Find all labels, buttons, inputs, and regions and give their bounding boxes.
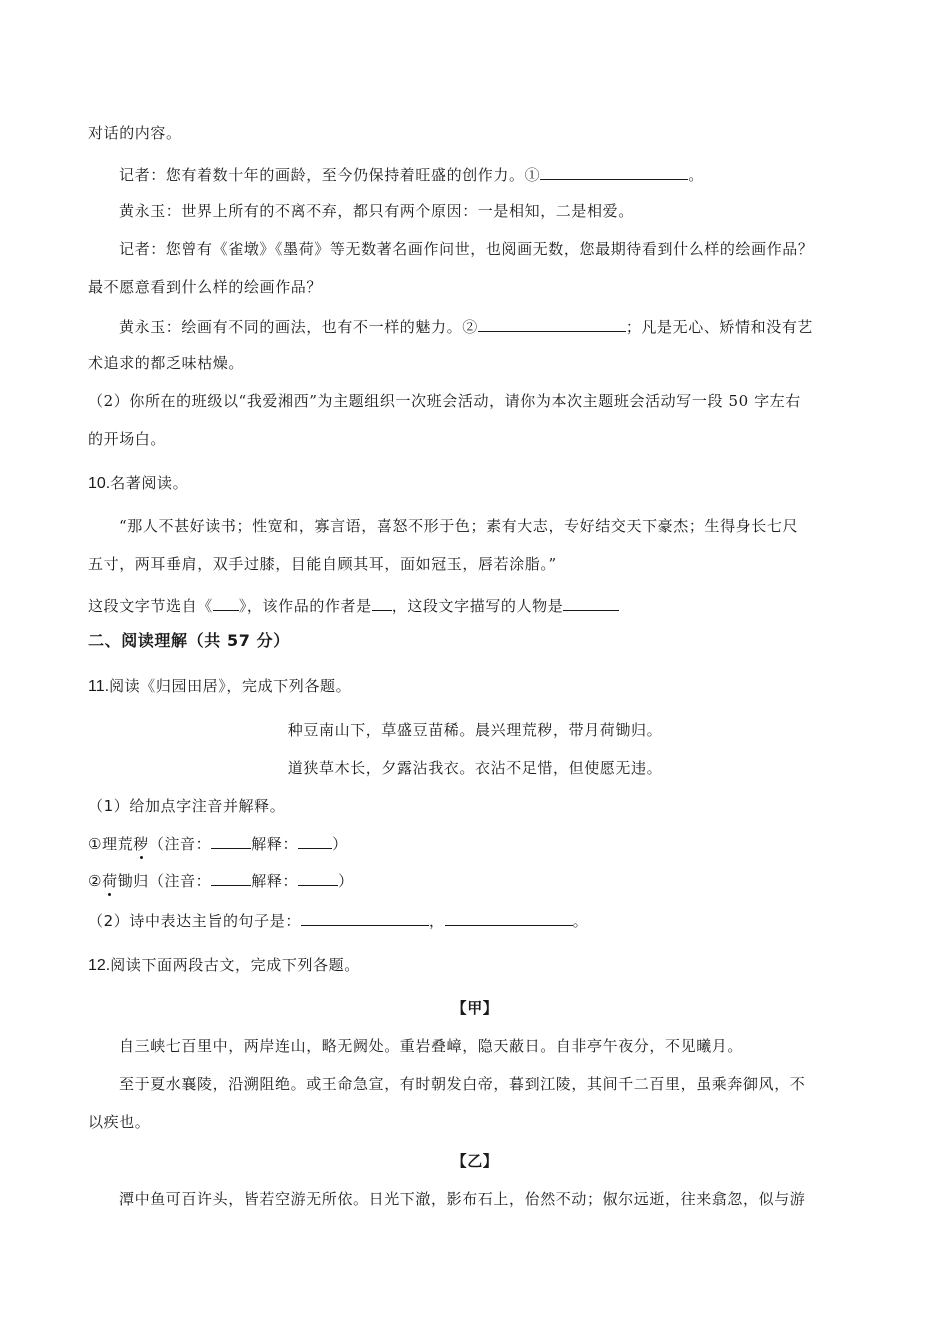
q10-ask-2: 》，该作品的作者是 bbox=[238, 597, 372, 615]
q10-heading bbox=[88, 473, 862, 494]
blank-theme-sentence-1[interactable] bbox=[301, 909, 429, 926]
q11-poem-line-2: 道狭草木长，夕露沾我衣。衣沾不足惜，但使愿无违。 bbox=[287, 759, 663, 777]
blank-explain-1[interactable] bbox=[298, 832, 332, 849]
q9-part2-line-1: （2）你所在的班级以“我爱湘西”为主题组织一次班会活动，请你为本次主题班会活动写一段 50 字左右 bbox=[88, 392, 801, 410]
q9-huang-line-2-cont: 术追求的都乏味枯燥。 bbox=[88, 354, 245, 372]
q11-part1: （1）给加点字注音并解释。 bbox=[88, 797, 286, 815]
q11-part2 bbox=[88, 909, 862, 931]
q11-poem-line-1: 种豆南山下，草盛豆苗稀。晨兴理荒秽，带月荷锄归。 bbox=[287, 721, 663, 739]
blank-theme-sentence-2[interactable] bbox=[445, 909, 573, 926]
q12-heading bbox=[88, 955, 862, 976]
q11-item-2-dotted-char: 荷 bbox=[102, 872, 118, 890]
blank-author[interactable] bbox=[372, 594, 392, 611]
q11-item-1-pinyin-label: （注音： bbox=[148, 835, 212, 853]
q12-title: 阅读下面两段古文，完成下列各题。 bbox=[110, 956, 360, 974]
blank-character[interactable] bbox=[563, 594, 619, 611]
q10-ask-1: 这段文字节选自《 bbox=[88, 597, 213, 615]
q11-item-2-circle: ② bbox=[88, 872, 103, 890]
q11-number: 11. bbox=[88, 678, 110, 695]
q11-item-1-word: ①理荒 bbox=[88, 835, 134, 853]
q11-item-2-explain-label: 解释： bbox=[251, 872, 299, 890]
q9-reporter-line-2-cont: 最不愿意看到什么样的绘画作品？ bbox=[88, 278, 323, 296]
q9-reporter-line-2: 记者：您曾有《雀墩》《墨荷》等无数著名画作问世，也阅画无数，您最期待看到什么样的绘画作品？ bbox=[119, 240, 814, 258]
q11-item-2 bbox=[88, 869, 862, 891]
passage-jia-line-1: 自三峡七百里中，两岸连山，略无阙处。重岩叠嶂，隐天蔽日。自非亭午夜分，不见曦月。 bbox=[119, 1037, 744, 1055]
q9-intro-tail: 对话的内容。 bbox=[88, 124, 182, 142]
passage-jia-label: 【甲】 bbox=[451, 999, 499, 1017]
q11-item-1-close: ） bbox=[332, 835, 348, 853]
q9-reporter-line-1 bbox=[119, 163, 862, 185]
q11-item-2-close: ） bbox=[338, 872, 354, 890]
q11-item-1 bbox=[88, 832, 862, 854]
q10-quote-line-1: “那人不甚好读书；性宽和，寡言语，喜怒不形于色；素有大志，专好结交天下豪杰；生得身长七尺 bbox=[119, 517, 799, 535]
blank-pinyin-2[interactable] bbox=[211, 869, 251, 886]
q11-part2-sep: ， bbox=[428, 912, 445, 930]
passage-jia-line-2-cont: 以疾也。 bbox=[88, 1113, 151, 1131]
q9-reporter-line-1-end: 。 bbox=[688, 166, 704, 184]
passage-yi-line-1: 潭中鱼可百许头，皆若空游无所依。日光下澈，影布石上，佁然不动；俶尔远逝，往来翕忽，似与游 bbox=[119, 1190, 806, 1208]
answer-blank-2[interactable] bbox=[478, 315, 626, 332]
blank-explain-2[interactable] bbox=[298, 869, 338, 886]
q9-huang-line-2-end: ；凡是无心、矫情和没有艺 bbox=[625, 318, 814, 336]
q11-item-1-explain-label: 解释： bbox=[251, 835, 299, 853]
blank-pinyin-1[interactable] bbox=[211, 832, 251, 849]
q11-item-2-pinyin-label: （注音： bbox=[148, 872, 212, 890]
q11-item-1-dotted-char: 秽 bbox=[133, 835, 149, 853]
q9-huang-line-2-text: 黄永玉：绘画有不同的画法，也有不一样的魅力。② bbox=[119, 318, 478, 336]
q10-question bbox=[88, 594, 862, 616]
q11-part2-end: 。 bbox=[572, 912, 589, 930]
q12-number: 12. bbox=[88, 957, 111, 974]
q11-title: 阅读《归园田居》，完成下列各题。 bbox=[109, 677, 352, 695]
q11-item-2-word: 锄归 bbox=[117, 872, 149, 890]
q9-huang-line-2 bbox=[119, 315, 862, 337]
q9-reporter-line-1-text: 记者：您有着数十年的画龄，至今仍保持着旺盛的创作力。① bbox=[119, 166, 541, 184]
passage-jia-line-2: 至于夏水襄陵，沿溯阻绝。或王命急宣，有时朝发白帝，暮到江陵，其间千二百里，虽乘奔御风，不 bbox=[119, 1075, 806, 1093]
blank-book-title[interactable] bbox=[213, 594, 239, 611]
section-2-heading: 二、阅读理解（共 57 分） bbox=[88, 631, 290, 650]
q10-title: 名著阅读。 bbox=[110, 474, 189, 492]
q9-huang-line-1: 黄永玉：世界上所有的不离不弃，都只有两个原因：一是相知，二是相爱。 bbox=[119, 202, 634, 220]
q11-heading bbox=[88, 676, 862, 697]
q11-part2-text: （2）诗中表达主旨的句子是： bbox=[88, 912, 301, 930]
answer-blank-1[interactable] bbox=[540, 163, 688, 180]
q10-number: 10. bbox=[88, 475, 111, 492]
q10-ask-3: ，这段文字描写的人物是 bbox=[391, 597, 564, 615]
q9-part2-line-2: 的开场白。 bbox=[88, 430, 167, 448]
q10-quote-line-2: 五寸，两耳垂肩，双手过膝，目能自顾其耳，面如冠玉，唇若涂脂。” bbox=[88, 555, 557, 573]
passage-yi-label: 【乙】 bbox=[451, 1152, 499, 1170]
